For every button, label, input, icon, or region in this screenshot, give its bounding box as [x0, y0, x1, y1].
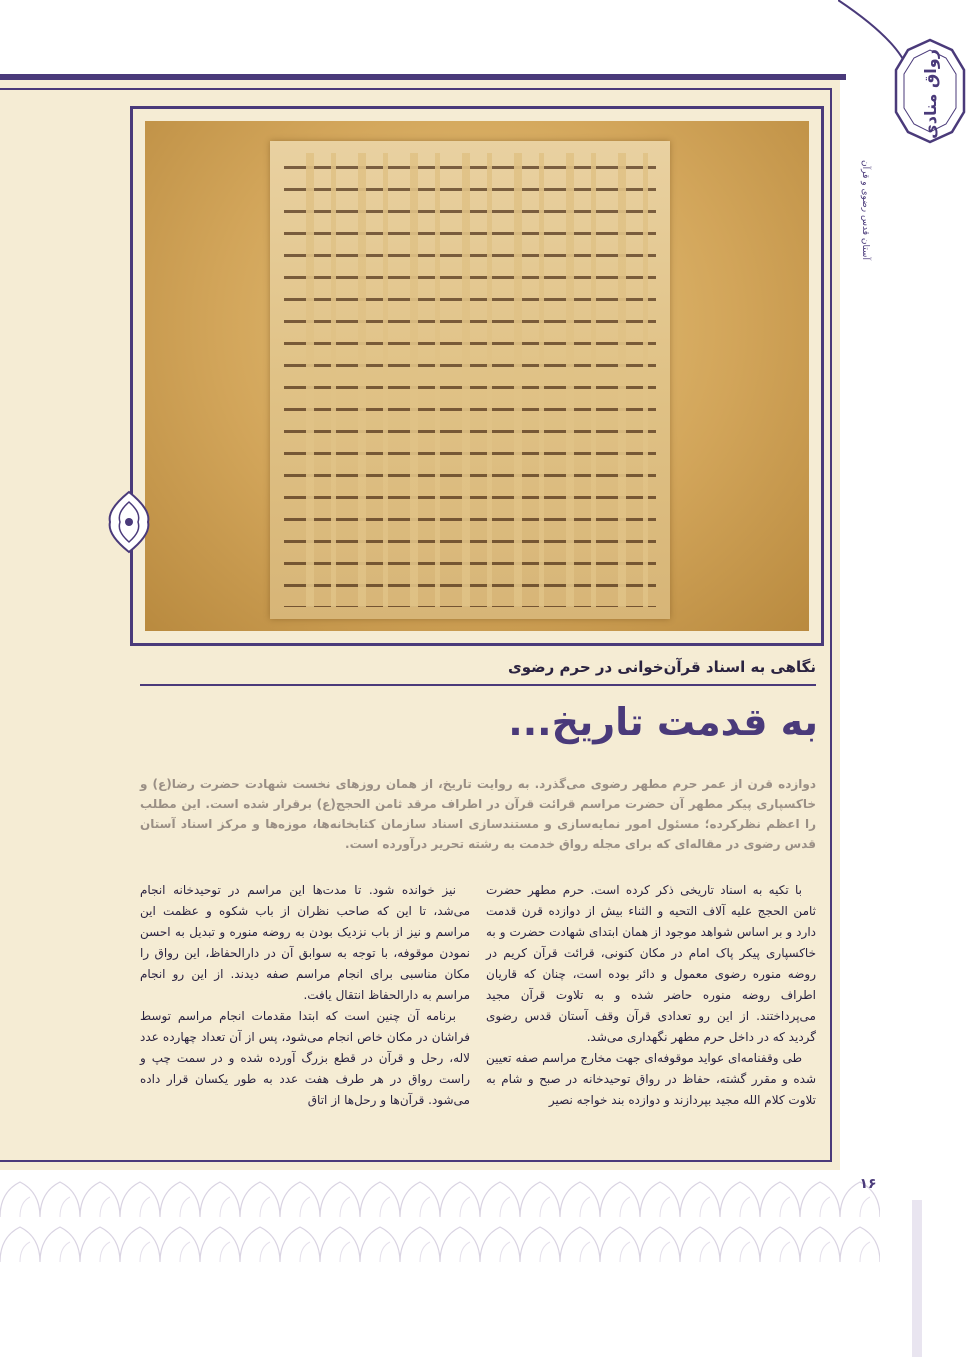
- article-lead: دوازده قرن از عمر حرم مطهر رضوی می‌گذرد. به روایت تاریخ، از همان روزهای نخست شهادت حضرت رضا(ع) و خاکسپاری پیکر مطهر آن حضرت مراسم قرائت قرآن در اطراف مرقد ثامن الحجج(ع) برقرار شده است. این مطلب را اعظم نظرکرده؛ مسئول امور نمایه‌سازی و مستندسازی اسناد سازمان کتابخانه‌ها، موزه‌ها و مرکز اسناد آستان قدس رضوی در مقاله‌ای که برای مجله رواق خدمت به رشته تحریر درآورده است.: [140, 777, 816, 851]
- body-column-left: [140, 880, 470, 1140]
- manuscript-script-gaps: [284, 153, 656, 607]
- logo-lettering: رواق منادی: [921, 49, 940, 139]
- paragraph: نیز خوانده شود. تا مدت‌ها این مراسم در توحیدخانه انجام می‌شد، تا این که صاحب نظران از باب شکوه و عظمت این مراسم و نیز از باب نزدیک بودن به روضه منوره و تبدیل به احسن نمودن موقوفه، با توجه به سوابق آن در دارالحفاظ، این رواق را مکان مناسبی برای انجام مراسم صفه دیدند. از این رو انجام مراسم به دارالحفاظ انتقال یافت.: [140, 883, 470, 1002]
- paragraph: برنامه آن چنین است که ابتدا مقدمات انجام مراسم توسط فراشان در مکان خاص انجام می‌شود، پس از آن تعداد چهارده عدد لاله، رحل و قرآن در قطع بزرگ آورده شده و در سمت چپ و راست رواق در هر طرف هفت عدد به طور یکسان قرار داده می‌شود. قرآن‌ها و رحل‌ها از اتاق: [140, 1009, 470, 1107]
- vertical-caption: آستان قدس رضوی و قرآن: [860, 160, 870, 260]
- manuscript-photo: [145, 121, 809, 631]
- paragraph: با تکیه به اسناد تاریخی ذکر کرده است. حرم مطهر حضرت ثامن الحجج علیه آلاف التحیه و الثناء بیش از دوازده قرن قدمت دارد و بر اساس شواهد موجود از همان ابتدای شهادت حضرت و به خاکسپاری پیکر پاک امام در مکان کنونی، قرائت قرآن کریم در روضه منوره رضوی معمول و دائر بوده است، چنان که قاریان اطراف روضه منوره حاضر شده و به تلاوت قرآن مجید می‌پرداختند. از این رو تعدادی قرآن وقف آستان قدس رضوی گردید که در داخل حرم مطهر نگهداری می‌شد.: [486, 883, 816, 1044]
- page-number: ۱۶: [859, 1176, 877, 1192]
- footer-pattern: [0, 1172, 880, 1262]
- body-column-right: [486, 880, 816, 1140]
- manuscript-photo-frame: [130, 106, 824, 646]
- quran-manuscript-page: [270, 141, 670, 619]
- paragraph: طی وقفنامه‌ای عواید موقوفه‌ای جهت مخارج مراسم صفه تعیین شده و مقرر گشته، حفاظ در رواق توحیدخانه در صبح و شام به تلاوت کلام الله مجید بپردازند و دوازده بند خواجه نصیر: [486, 1051, 816, 1107]
- article-title: به قدمت تاریخ...: [508, 700, 818, 744]
- arabesque-ornament-icon: [106, 490, 152, 554]
- side-decoration: [912, 1200, 922, 1357]
- article-kicker: نگاهی به اسناد قرآن‌خوانی در حرم رضوی: [140, 658, 816, 686]
